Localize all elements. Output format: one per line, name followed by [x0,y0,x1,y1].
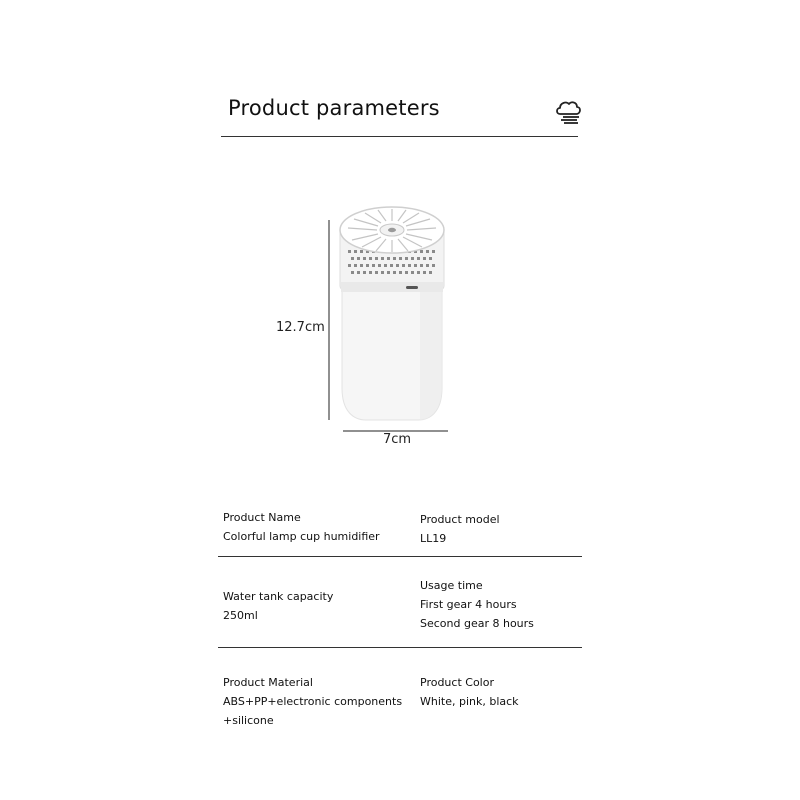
spec-value: +silicone [223,714,274,727]
spec-label: Product Name [223,511,301,524]
page-title: Product parameters [228,96,440,120]
spec-value: Second gear 8 hours [420,617,534,630]
spec-label: Water tank capacity [223,590,334,603]
spec-row [218,557,582,648]
spec-value: 250ml [223,609,258,622]
spec-cell-product-color [420,673,519,711]
spec-label: Product Color [420,676,494,689]
spec-row [218,648,582,738]
width-dimension-label: 7cm [383,432,412,447]
cloud-mist-icon [554,98,582,126]
spec-row [218,500,582,557]
spec-cell-product-name [223,508,380,546]
spec-value: First gear 4 hours [420,598,517,611]
spec-cell-product-material [223,673,402,730]
spec-label: Usage time [420,579,483,592]
spec-label: Product model [420,513,500,526]
spec-value: LL19 [420,532,447,545]
spec-cell-product-model [420,510,500,548]
spec-table [218,500,582,738]
spec-value: White, pink, black [420,695,519,708]
spec-value: ABS+PP+electronic components [223,695,403,708]
spec-cell-water-tank-capacity [223,587,333,625]
humidifier-illustration [340,207,444,420]
spec-label: Product Material [223,676,313,689]
spec-value: Colorful lamp cup humidifier [223,530,380,543]
header-divider [221,136,578,137]
height-dimension-label: 12.7cm [276,320,325,335]
spec-cell-usage-time [420,576,534,633]
